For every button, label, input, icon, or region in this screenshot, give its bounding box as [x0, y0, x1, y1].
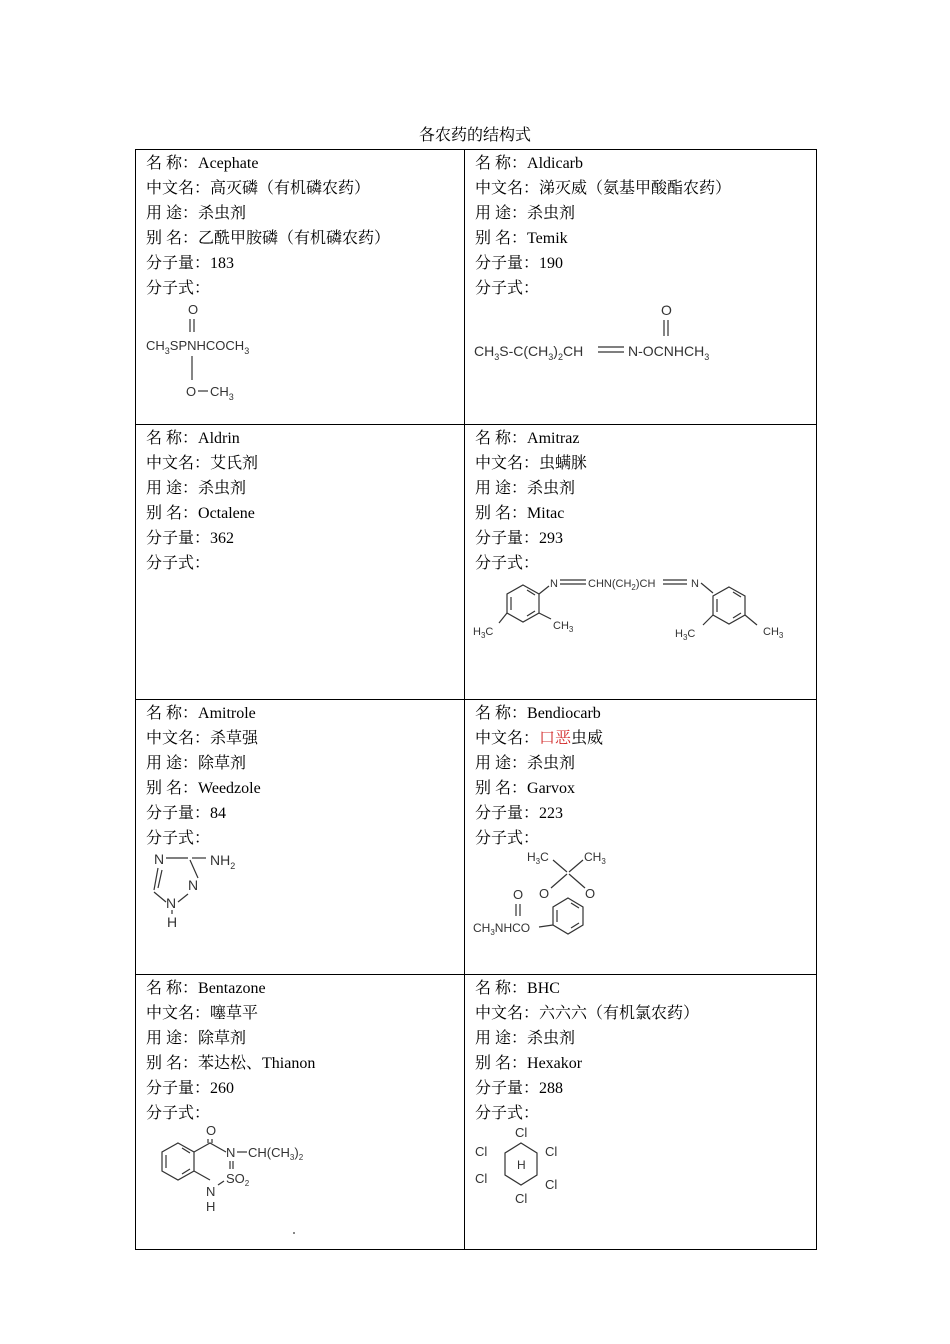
- svg-text:CH3: $CH_3$: [553, 620, 574, 634]
- svg-text:N: N: [206, 1184, 216, 1199]
- name-row: 名 称：BHC: [475, 980, 560, 997]
- name-row: 名 称：Aldicarb: [475, 155, 583, 172]
- svg-text:CH3NHCO: $CH_3NHCO$: [473, 921, 531, 937]
- alias-row: 别 名：Octalene: [146, 505, 255, 522]
- formula-row: 分子式：: [146, 555, 211, 572]
- alias-row: 别 名：Mitac: [475, 505, 565, 522]
- svg-text:H3C: $H_3C$: [675, 628, 696, 642]
- bentazone-structure-icon: [148, 1123, 348, 1223]
- alias-row: 别 名：Temik: [475, 230, 568, 247]
- alias-row: 别 名：苯达松、Thianon: [146, 1055, 316, 1072]
- alias-row: 别 名：乙酰甲胺磷（有机磷农药）: [146, 230, 391, 247]
- svg-text:CH3SPNHCOCH3: $CH_3SPNHCOCH_3$: [146, 338, 250, 356]
- cn-name-row: 中文名：杀草强: [146, 730, 259, 747]
- entry-cell: [465, 425, 817, 700]
- use-row: 用 途：杀虫剂: [146, 480, 247, 497]
- pesticide-table: [135, 149, 817, 1250]
- svg-text:N: N: [166, 895, 177, 911]
- mw-row: 分子量：288: [475, 1080, 564, 1097]
- entry-cell: [136, 975, 465, 1250]
- svg-text:O: O: [186, 384, 197, 399]
- mw-row: 分子量：293: [475, 530, 564, 547]
- svg-text:Cl: Cl: [545, 1144, 558, 1159]
- cn-name-row: 中文名：口恶虫威: [475, 730, 604, 747]
- svg-text:H: H: [206, 1199, 216, 1214]
- svg-text:CH3: $CH_3$: [210, 384, 234, 402]
- formula-row: 分子式：: [146, 280, 211, 297]
- name-row: 名 称：Amitrole: [146, 705, 256, 722]
- alias-row: 别 名：Hexakor: [475, 1055, 583, 1072]
- svg-text:O: O: [513, 887, 524, 902]
- name-row: 名 称：Amitraz: [475, 430, 580, 447]
- svg-text:N: N: [188, 877, 199, 893]
- formula-row: 分子式：: [475, 1105, 540, 1122]
- formula-row: 分子式：: [475, 280, 540, 297]
- use-row: 用 途：杀虫剂: [146, 205, 247, 222]
- svg-text:CH3S-C(CH3)2CH: $CH_3S-C(CH_3)_2CH$: [474, 343, 584, 362]
- entry-cell: [465, 975, 817, 1250]
- formula-row: 分子式：: [146, 1105, 211, 1122]
- alias-row: 别 名：Garvox: [475, 780, 575, 797]
- svg-text:H: H: [167, 914, 178, 930]
- cn-name-row: 中文名：噻草平: [146, 1005, 259, 1022]
- use-row: 用 途：杀虫剂: [475, 1030, 576, 1047]
- svg-text:O: O: [661, 302, 672, 318]
- use-row: 用 途：杀虫剂: [475, 480, 576, 497]
- formula-row: 分子式：: [475, 830, 540, 847]
- svg-text:NH2: $NH_2$: [210, 852, 236, 871]
- bendiocarb-structure-icon: [473, 848, 643, 948]
- svg-text:O: O: [206, 1123, 217, 1138]
- cn-name-row: 中文名：高灭磷（有机磷农药）: [146, 180, 371, 197]
- mw-row: 分子量：362: [146, 530, 235, 547]
- svg-text:H3C: $H_3C$: [473, 626, 494, 640]
- mw-row: 分子量：183: [146, 255, 235, 272]
- svg-text:N: N: [550, 578, 558, 590]
- svg-text:Cl: Cl: [515, 1125, 528, 1140]
- cn-name-row: 中文名：六六六（有机氯农药）: [475, 1005, 700, 1022]
- svg-text:O: O: [539, 886, 550, 901]
- bhc-structure-icon: [473, 1125, 583, 1210]
- stray-dot: [293, 1232, 295, 1234]
- svg-text:N: N: [226, 1145, 236, 1160]
- svg-text:O: O: [585, 886, 596, 901]
- entry-cell: [136, 150, 465, 425]
- svg-text:CHN(CH2)CH: $CHN(CH_2)CH$: [588, 578, 656, 592]
- page-title: 各农药的结构式: [418, 127, 531, 144]
- entry-cell: [136, 700, 465, 975]
- svg-text:SO2: $SO_2$: [226, 1171, 250, 1188]
- use-row: 用 途：杀虫剂: [475, 755, 576, 772]
- use-row: 用 途：除草剂: [146, 755, 247, 772]
- cn-name-row: 中文名：涕灭威（氨基甲酸酯农药）: [475, 180, 732, 197]
- formula-row: 分子式：: [146, 830, 211, 847]
- svg-text:O: O: [188, 302, 199, 317]
- svg-text:N-OCNHCH3: $N-OCNHCH_3$: [628, 343, 710, 362]
- cn-name-row: 中文名：虫螨脒: [475, 455, 588, 472]
- aldicarb-structure-icon: [474, 300, 744, 370]
- svg-text:Cl: Cl: [545, 1177, 558, 1192]
- red-text: 口恶: [539, 730, 572, 747]
- alias-row: 别 名：Weedzole: [146, 780, 261, 797]
- entry-cell: [136, 425, 465, 700]
- svg-text:CH(CH3)2: $CH(CH_3)_2$: [248, 1145, 304, 1162]
- mw-row: 分子量：190: [475, 255, 564, 272]
- entry-cell: [465, 700, 817, 975]
- use-row: 用 途：杀虫剂: [475, 205, 576, 222]
- svg-text:Cl: Cl: [515, 1191, 528, 1206]
- svg-text:CH3: $CH_3$: [584, 850, 606, 866]
- svg-text:N: N: [691, 578, 699, 590]
- svg-text:H3C: $H_3C$: [527, 850, 549, 866]
- name-row: 名 称：Bentazone: [146, 980, 266, 997]
- mw-row: 分子量：223: [475, 805, 564, 822]
- svg-text:Cl: Cl: [475, 1144, 488, 1159]
- svg-text:CH3: $CH_3$: [763, 626, 784, 640]
- name-row: 名 称：Bendiocarb: [475, 705, 601, 722]
- name-row: 名 称：Acephate: [146, 155, 259, 172]
- mw-row: 分子量：260: [146, 1080, 235, 1097]
- svg-text:N: N: [154, 851, 165, 867]
- use-row: 用 途：除草剂: [146, 1030, 247, 1047]
- svg-text:H: H: [517, 1158, 526, 1172]
- amitrole-structure-icon: [148, 850, 268, 930]
- amitraz-structure-icon: [473, 573, 803, 649]
- name-row: 名 称：Aldrin: [146, 430, 240, 447]
- formula-row: 分子式：: [475, 555, 540, 572]
- entry-cell: [465, 150, 817, 425]
- svg-text:Cl: Cl: [475, 1171, 488, 1186]
- acephate-structure-icon: [144, 298, 284, 408]
- mw-row: 分子量：84: [146, 805, 227, 822]
- cn-name-row: 中文名：艾氏剂: [146, 455, 259, 472]
